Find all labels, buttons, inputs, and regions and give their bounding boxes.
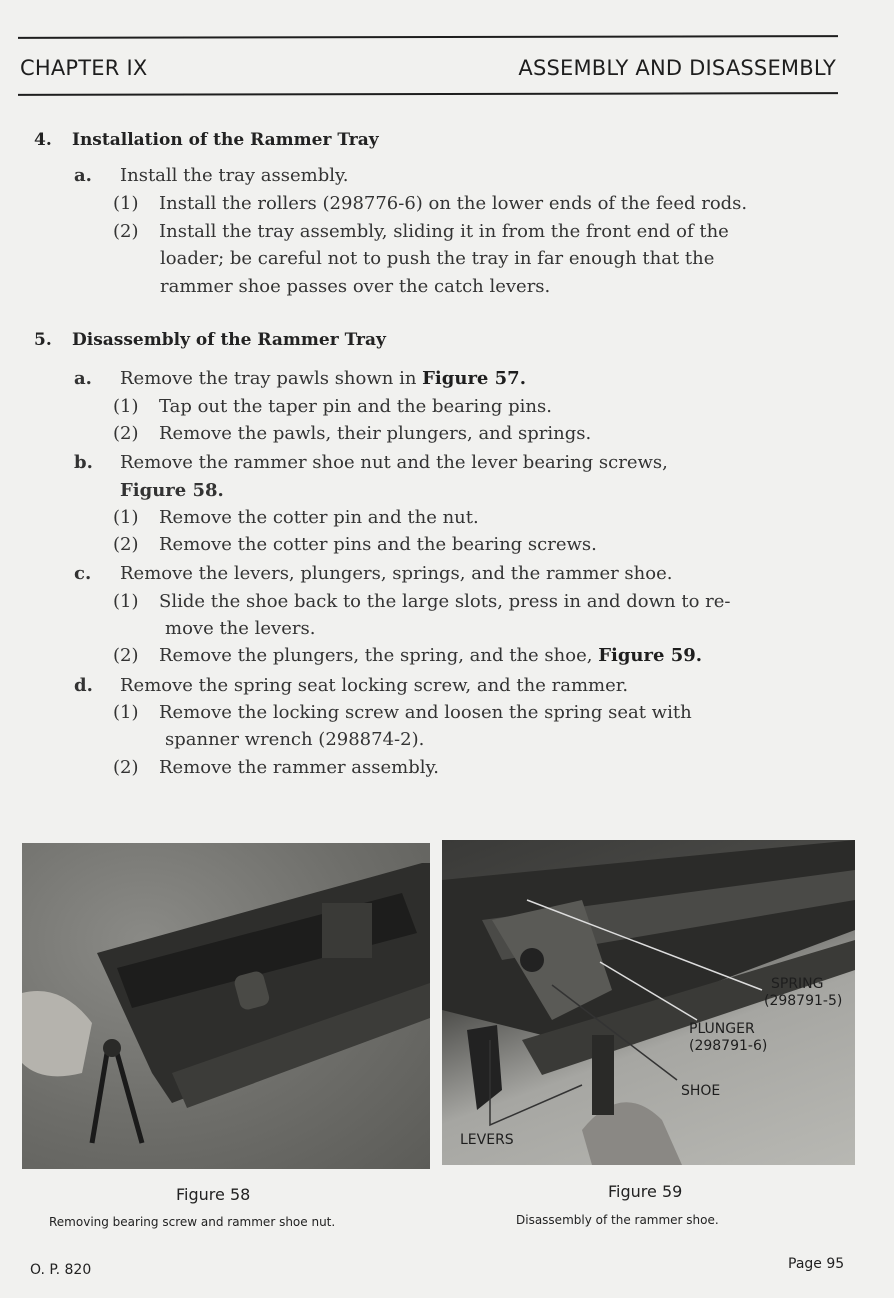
- running-section-title: ASSEMBLY AND DISASSEMBLY: [518, 56, 836, 80]
- step-5c: [74, 563, 672, 584]
- substep-text: Remove the pawls, their plungers, and springs.: [159, 423, 592, 444]
- substep-text: Remove the plungers, the spring, and the shoe,: [159, 645, 599, 666]
- figure-59-photo: [442, 840, 855, 1165]
- step-label: a.: [74, 165, 92, 186]
- substep-5d1: [113, 702, 692, 723]
- substep-text: Remove the cotter pins and the bearing screws.: [159, 534, 597, 555]
- callout-levers: LEVERS: [460, 1132, 514, 1148]
- step-5d: [74, 675, 628, 696]
- substep-5b1: [113, 507, 479, 528]
- substep-text: Remove the rammer assembly.: [159, 757, 440, 778]
- section-heading-4: [34, 130, 379, 150]
- pliers: [92, 1053, 142, 1143]
- section-title: Disassembly of the Rammer Tray: [72, 330, 386, 350]
- substep-text: Install the rollers (298776-6) on the lower ends of the feed rods.: [159, 193, 748, 214]
- step-text: Remove the spring seat locking screw, and the rammer.: [120, 675, 629, 696]
- rammer-tray-pliers-illustration: [22, 843, 430, 1169]
- substep-label: (1): [113, 396, 139, 417]
- substep-label: (2): [113, 221, 139, 242]
- step-text: Remove the rammer shoe nut and the lever bearing screws,: [120, 452, 668, 473]
- chapter-heading: CHAPTER IX: [20, 56, 148, 80]
- substep-text: Tap out the taper pin and the bearing pins.: [159, 396, 552, 417]
- substep-label: (2): [113, 534, 139, 555]
- figure-reference: Figure 57.: [422, 368, 526, 389]
- callout-plunger: [689, 1021, 767, 1055]
- step-label: a.: [74, 368, 92, 389]
- figure-reference: Figure 58.: [120, 480, 224, 501]
- rammer-housing: [322, 903, 372, 958]
- callout-label: SPRING: [771, 976, 824, 992]
- substep-text: Remove the cotter pin and the nut.: [159, 507, 479, 528]
- page-number: Page 95: [788, 1256, 845, 1272]
- substep-label: (1): [113, 702, 139, 723]
- step-text: Install the tray assembly.: [120, 165, 349, 186]
- figure-reference: Figure 59.: [598, 645, 703, 666]
- step-5b-ref: [120, 480, 224, 501]
- lever-part-held: [592, 1035, 614, 1115]
- hand: [22, 991, 92, 1076]
- callout-spring: [764, 976, 842, 1010]
- substep-5d1-line2: spanner wrench (298874-2).: [165, 729, 425, 750]
- substep-text: Install the tray assembly, sliding it in from the front end of the: [159, 221, 729, 242]
- callout-label: PLUNGER: [689, 1021, 755, 1037]
- step-label: b.: [74, 452, 93, 473]
- substep-label: (2): [113, 757, 139, 778]
- substep-4a1: [113, 193, 747, 214]
- substep-5c2: [113, 645, 702, 666]
- substep-4a2: [113, 221, 729, 242]
- section-number: 5.: [34, 330, 52, 350]
- substep-5a2: [113, 423, 591, 444]
- step-text: Remove the levers, plungers, springs, and the rammer shoe.: [120, 563, 673, 584]
- step-label: d.: [74, 675, 93, 696]
- figure-58-caption: Removing bearing screw and rammer shoe nut.: [49, 1215, 336, 1229]
- figure-59-caption: Disassembly of the rammer shoe.: [516, 1213, 719, 1227]
- step-5a: [74, 368, 526, 389]
- substep-label: (1): [113, 193, 139, 214]
- figure-59-title: Figure 59: [608, 1182, 683, 1201]
- substep-label: (2): [113, 423, 139, 444]
- substep-5a1: [113, 396, 552, 417]
- lever-part: [467, 1025, 502, 1110]
- pliers-head: [103, 1039, 121, 1057]
- substep-text: Remove the locking screw and loosen the spring seat with: [159, 702, 692, 723]
- step-5b: [74, 452, 668, 473]
- step-label: c.: [74, 563, 92, 584]
- substep-5b2: [113, 534, 597, 555]
- section-number: 4.: [34, 130, 52, 150]
- header-rule-top: [18, 35, 838, 39]
- substep-5c1: [113, 591, 731, 612]
- substep-label: (1): [113, 591, 139, 612]
- section-heading-5: [34, 330, 386, 350]
- step-4a: [74, 165, 349, 186]
- callout-part-number: (298791-6): [689, 1038, 768, 1054]
- section-title: Installation of the Rammer Tray: [72, 130, 379, 150]
- substep-4a2-line2: loader; be careful not to push the tray in far enough that the: [160, 248, 715, 269]
- substep-label: (2): [113, 645, 139, 666]
- callout-shoe: SHOE: [681, 1083, 721, 1099]
- figure-58-photo: [22, 843, 430, 1169]
- header-rule-bottom: [18, 92, 838, 96]
- document-number: O. P. 820: [30, 1262, 92, 1278]
- callout-part-number: (298791-5): [764, 993, 843, 1009]
- step-text: Remove the tray pawls shown in: [120, 368, 423, 389]
- substep-text: Slide the shoe back to the large slots, press in and down to re-: [159, 591, 731, 612]
- substep-4a2-line3: rammer shoe passes over the catch levers.: [160, 276, 551, 297]
- substep-label: (1): [113, 507, 139, 528]
- substep-5d2: [113, 757, 439, 778]
- shoe-hole: [520, 948, 544, 972]
- substep-5c1-line2: move the levers.: [165, 618, 316, 639]
- figure-58-title: Figure 58: [176, 1185, 251, 1204]
